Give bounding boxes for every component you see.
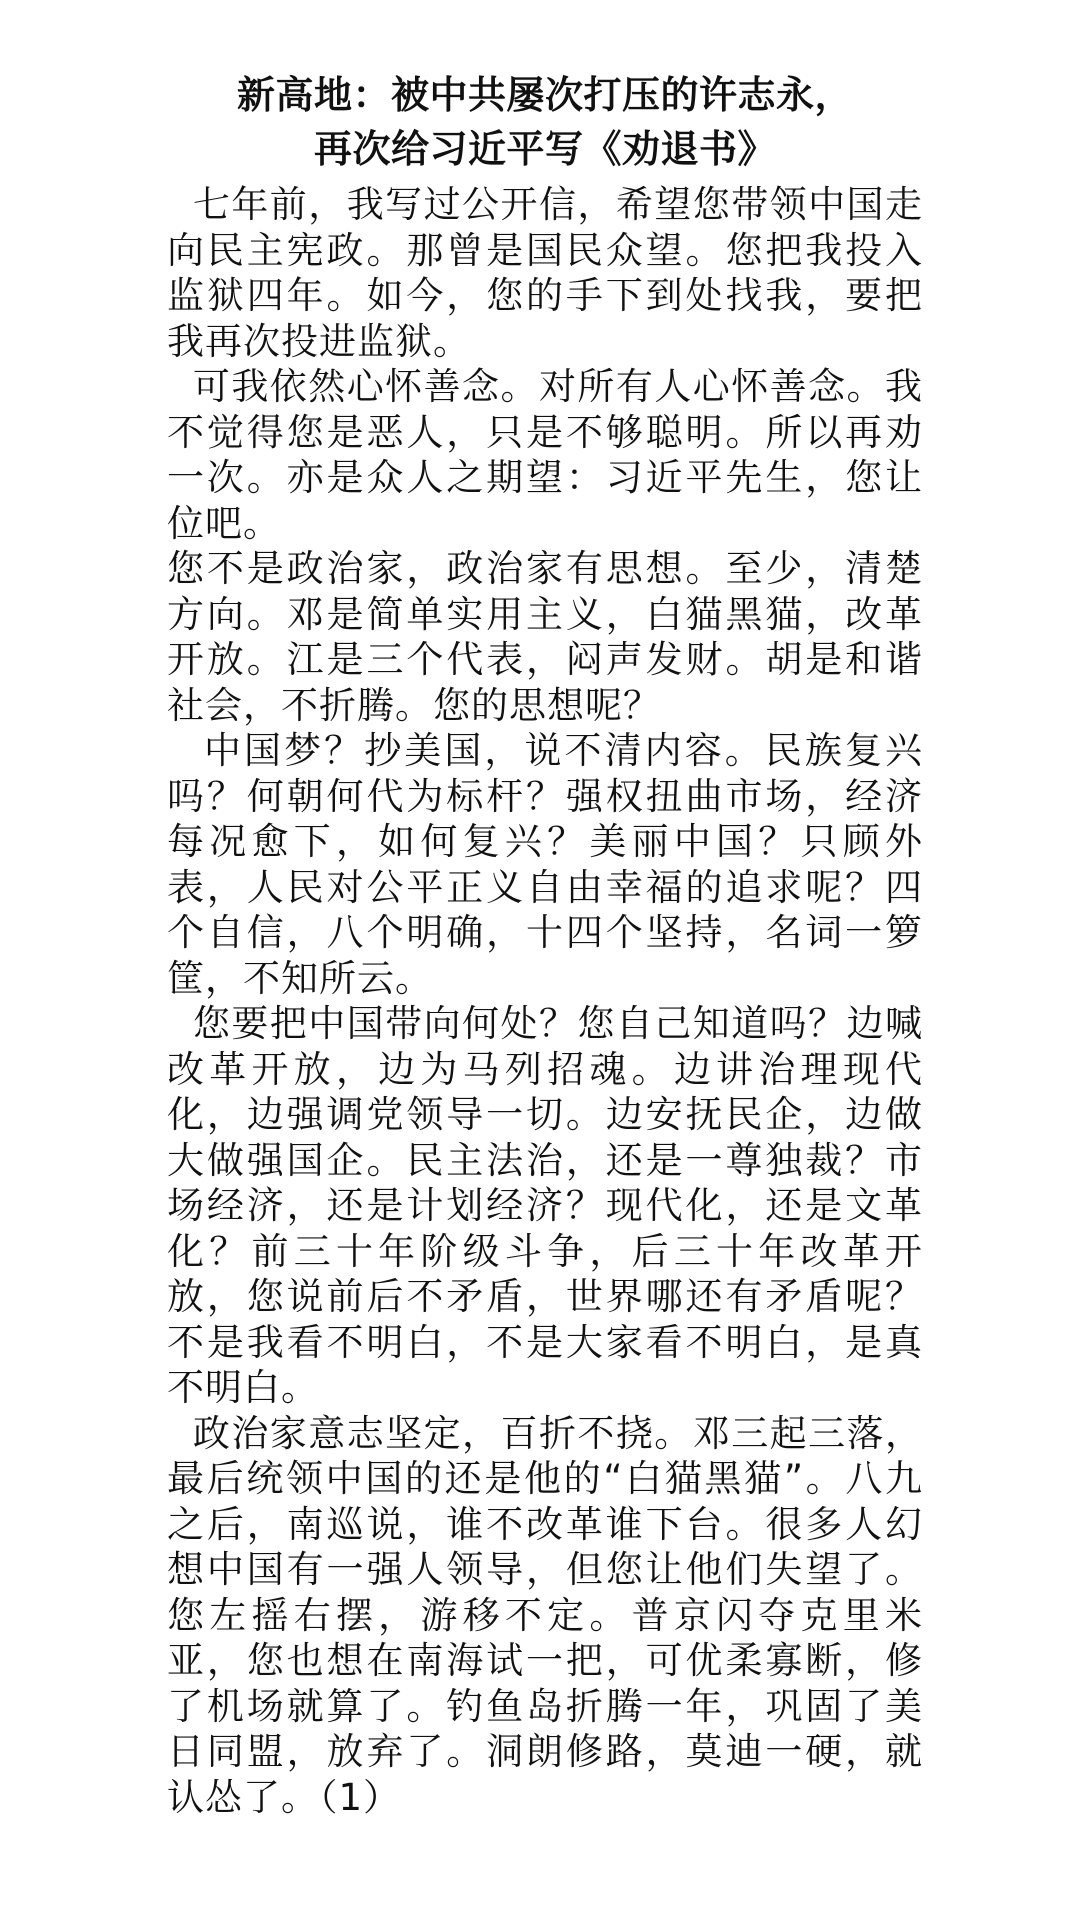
article-page — [167, 68, 923, 1820]
article-paragraph: 中国梦？抄美国，说不清内容。民族复兴吗？何朝何代为标杆？强权扭曲市场，经济每况愈下，如何复兴？美丽中国？只顾外表，人民对公平正义自由幸福的追求呢？四个自信，八个明确，十四个坚持，名词一箩筐，不知所云。 — [167, 729, 923, 1000]
article-title-line-1: 新高地：被中共屡次打压的许志永， — [236, 73, 853, 117]
article-body — [167, 182, 923, 1820]
article-title-line-2: 再次给习近平写《劝退书》 — [313, 127, 776, 171]
article-title — [167, 68, 923, 176]
article-paragraph: 您不是政治家，政治家有思想。至少，清楚方向。邓是简单实用主义，白猫黑猫，改革开放。江是三个代表，闷声发财。胡是和谐社会，不折腾。您的思想呢？ — [167, 547, 923, 727]
article-paragraph: 七年前，我写过公开信，希望您带领中国走向民主宪政。那曾是国民众望。您把我投入监狱四年。如今，您的手下到处找我，要把我再次投进监狱。 — [167, 183, 923, 363]
article-paragraph: 您要把中国带向何处？您自己知道吗？边喊改革开放，边为马列招魂。边讲治理现代化，边强调党领导一切。边安抚民企，边做大做强国企。民主法治，还是一尊独裁？市场经济，还是计划经济？现代化，还是文革化？前三十年阶级斗争，后三十年改革开放，您说前后不矛盾，世界哪还有矛盾呢？不是我看不明白，不是大家看不明白，是真不明白。 — [167, 1002, 923, 1409]
article-paragraph: 可我依然心怀善念。对所有人心怀善念。我不觉得您是恶人，只是不够聪明。所以再劝一次。亦是众人之期望：习近平先生，您让位吧。 — [167, 365, 923, 545]
article-paragraph: 政治家意志坚定，百折不挠。邓三起三落，最后统领中国的还是他的“白猫黑猫”。八九之后，南巡说，谁不改革谁下台。很多人幻想中国有一强人领导，但您让他们失望了。您左摇右摆，游移不定。普京闪夺克里米亚，您也想在南海试一把，可优柔寡断，修了机场就算了。钓鱼岛折腾一年，巩固了美日同盟，放弃了。洞朗修路，莫迪一硬，就认怂了。（1） — [167, 1411, 923, 1819]
